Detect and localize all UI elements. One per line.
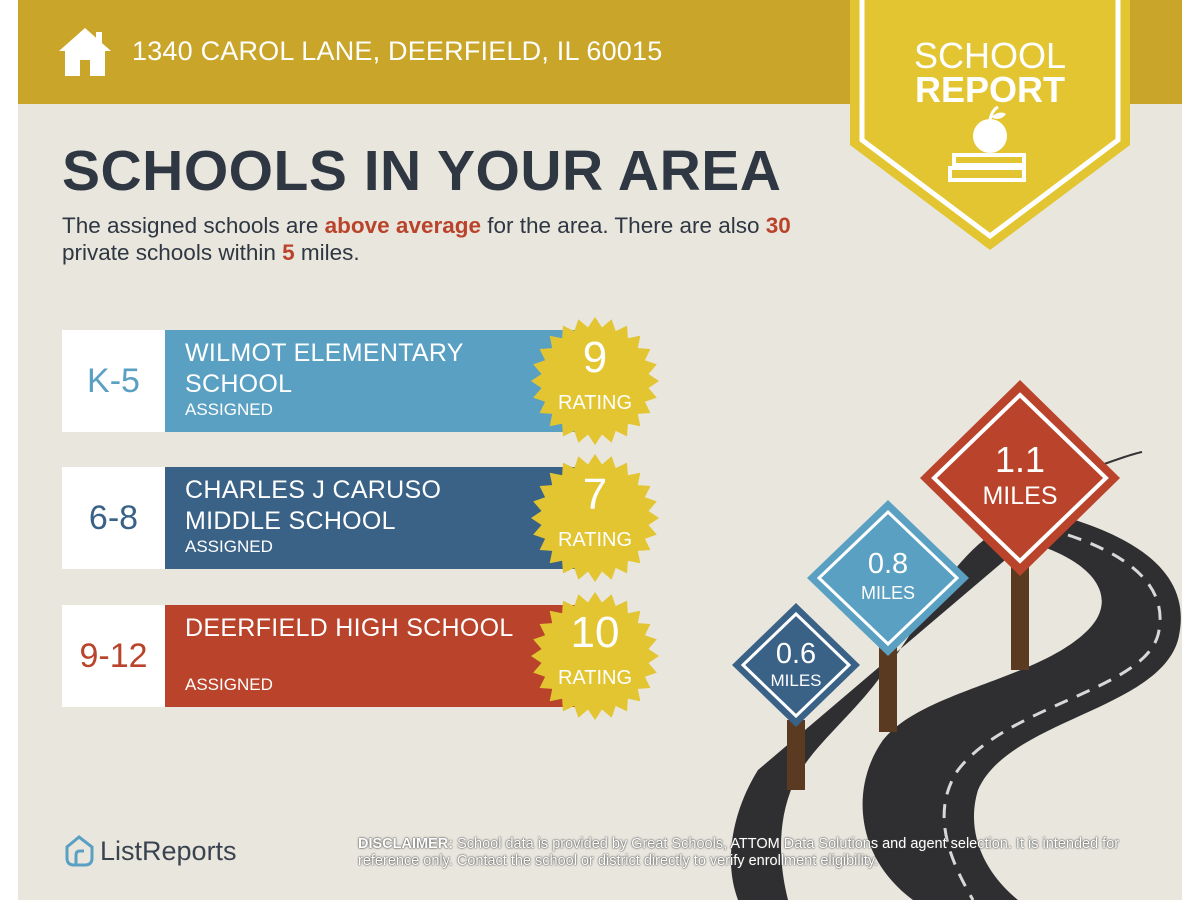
grade-range: 6-8 bbox=[62, 467, 165, 569]
school-name: CHARLES J CARUSO MIDDLE SCHOOL bbox=[185, 476, 442, 535]
page-title: SCHOOLS IN YOUR AREA bbox=[62, 139, 782, 203]
summary-part4: miles. bbox=[294, 240, 360, 265]
distance-2-value: 0.8 bbox=[867, 548, 909, 580]
brand-name: ListReports bbox=[100, 836, 237, 866]
school-name: DEERFIELD HIGH SCHOOL bbox=[185, 614, 514, 642]
school-bar bbox=[165, 605, 575, 707]
rating-value: 7 bbox=[582, 470, 608, 519]
school-row-high[interactable] bbox=[62, 605, 633, 707]
sign-post-1 bbox=[787, 720, 805, 790]
summary-highlight-count: 30 bbox=[765, 213, 791, 238]
school-row-middle[interactable] bbox=[62, 467, 633, 569]
disclaimer bbox=[358, 836, 1158, 870]
school-status: ASSIGNED bbox=[185, 537, 273, 556]
school-name: WILMOT ELEMENTARY SCHOOL bbox=[185, 339, 464, 398]
school-status: ASSIGNED bbox=[185, 675, 273, 694]
property-address: 1340 CAROL LANE, DEERFIELD, IL 60015 bbox=[132, 36, 663, 66]
school-bar bbox=[165, 467, 575, 569]
rating-value: 9 bbox=[582, 333, 608, 382]
listreports-logo-icon bbox=[62, 834, 96, 868]
school-report-card bbox=[18, 0, 1182, 900]
school-row-elementary[interactable] bbox=[62, 330, 633, 432]
school-bar bbox=[165, 330, 575, 432]
summary-highlight-rating: above average bbox=[324, 213, 482, 238]
rating-label: RATING bbox=[557, 667, 633, 689]
distance-3-value: 1.1 bbox=[994, 439, 1046, 480]
summary-part1: The assigned schools are bbox=[62, 213, 325, 238]
disclaimer-text: School data is provided by Great Schools, ATTOM Data Solutions and agent selection. It is intended for reference only. Contact the school or district directly to verify enrollment eligibility. bbox=[358, 836, 1120, 869]
school-status: ASSIGNED bbox=[185, 400, 273, 419]
summary-part3: private schools within bbox=[62, 240, 283, 265]
grade-range: K-5 bbox=[62, 330, 165, 432]
badge-line2: REPORT bbox=[914, 69, 1065, 110]
summary-highlight-radius: 5 bbox=[282, 240, 295, 265]
distance-2-unit: MILES bbox=[860, 583, 916, 603]
rating-label: RATING bbox=[557, 392, 633, 414]
badge-line1: SCHOOL bbox=[913, 35, 1067, 76]
distance-3-unit: MILES bbox=[982, 482, 1058, 510]
grade-range: 9-12 bbox=[62, 605, 165, 707]
summary-part2: for the area. There are also bbox=[481, 213, 766, 238]
rating-value: 10 bbox=[570, 608, 620, 657]
distance-1-unit: MILES bbox=[770, 671, 822, 690]
distance-1-value: 0.6 bbox=[775, 638, 817, 670]
disclaimer-label: DISCLAIMER: bbox=[358, 836, 454, 852]
rating-label: RATING bbox=[557, 529, 633, 551]
sign-post-3 bbox=[1011, 560, 1029, 670]
